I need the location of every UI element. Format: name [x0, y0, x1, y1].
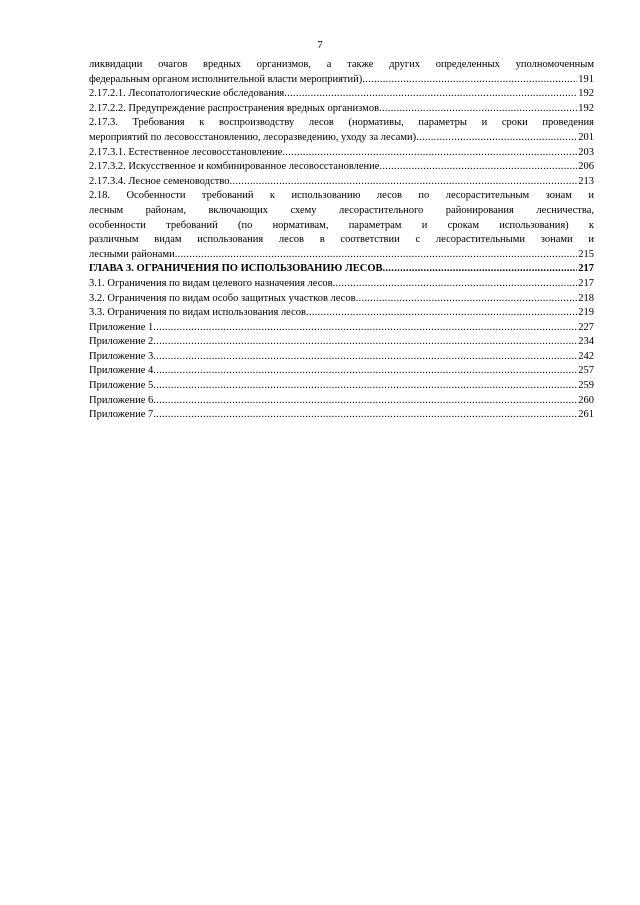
toc-entry-page-number: 218 — [578, 292, 594, 304]
toc-entry-title: 3.1. Ограничения по видам целевого назначения лесов — [89, 277, 333, 289]
toc-entry-title: мероприятий по лесовосстановлению, лесоразведению, уходу за лесами) — [89, 131, 417, 143]
toc-entry-main — [89, 262, 594, 277]
toc-entry-main — [89, 408, 594, 423]
toc-entry-page-number: 217 — [578, 263, 594, 275]
dot-leader — [284, 87, 577, 102]
toc-entry-title: Приложение 2 — [89, 336, 154, 348]
toc-entry-main — [89, 146, 594, 161]
toc-entry-main — [89, 277, 594, 292]
dot-leader — [153, 350, 577, 365]
dot-leader — [153, 394, 577, 409]
toc-entry-title: федеральным органом исполнительной власти мероприятий) — [89, 73, 363, 85]
dot-leader — [153, 321, 577, 336]
toc-entry-title: 2.17.2.2. Предупреждение распространения вредных организмов — [89, 102, 380, 114]
toc-entry-line: 2.17.3. Требования к воспроизводству лесов (нормативы, параметры и сроки проведения — [89, 117, 594, 129]
toc-entry-main — [89, 87, 594, 102]
toc-entry-page-number: 234 — [578, 336, 594, 348]
dot-leader — [379, 160, 577, 175]
toc-entry-line: ликвидации очагов вредных организмов, а также других определенных уполномоченным — [89, 59, 594, 70]
dot-leader — [153, 364, 577, 379]
toc-entry-page-number: 260 — [578, 394, 594, 406]
toc-entry-title: 3.2. Ограничения по видам особо защитных участков лесов — [89, 292, 356, 304]
toc-entry-title: ГЛАВА 3. ОГРАНИЧЕНИЯ ПО ИСПОЛЬЗОВАНИЮ ЛЕСОВ — [89, 263, 383, 275]
toc-entry-title: Приложение 1 — [89, 321, 154, 333]
dot-leader — [306, 306, 577, 321]
toc-entry-line: различным видам использования лесов в соответствии с лесорастительными зонами и — [89, 234, 594, 246]
dot-leader — [356, 292, 578, 307]
toc-entry-page-number: 203 — [578, 146, 594, 158]
toc-entry-main — [89, 335, 594, 350]
toc-entry-main — [89, 364, 594, 379]
toc-entry-page-number: 261 — [578, 409, 594, 421]
toc-entry-page-number: 192 — [578, 88, 594, 100]
toc-entry[interactable] — [89, 189, 594, 262]
toc-entry-main — [89, 248, 594, 263]
toc-entry-main — [89, 160, 594, 175]
toc-entry[interactable] — [89, 87, 594, 102]
toc-entry-page-number: 219 — [578, 307, 594, 319]
dot-leader — [379, 102, 577, 117]
toc-entry-main — [89, 306, 594, 321]
toc-entry[interactable] — [89, 102, 594, 117]
toc-entry[interactable] — [89, 160, 594, 175]
toc-entry-page-number: 201 — [578, 131, 594, 143]
toc-entry[interactable] — [89, 277, 594, 292]
toc-entry[interactable] — [89, 116, 594, 145]
dot-leader — [416, 131, 577, 146]
toc-entry-page-number: 215 — [578, 248, 594, 260]
toc-entry[interactable] — [89, 175, 594, 190]
dot-leader — [229, 175, 577, 190]
toc-entry-title: Приложение 7 — [89, 409, 154, 421]
toc-entry-page-number: 259 — [578, 380, 594, 392]
toc-entry[interactable] — [89, 394, 594, 409]
toc-entry-main — [89, 292, 594, 307]
toc-entry-title: 2.17.3.2. Искусственное и комбинированное лесовосстановление — [89, 161, 380, 173]
toc-entry-title: Приложение 6 — [89, 394, 154, 406]
toc-entry[interactable] — [89, 379, 594, 394]
toc-entry[interactable] — [89, 292, 594, 307]
toc-entry-title: Приложение 4 — [89, 365, 154, 377]
toc-entry-main — [89, 321, 594, 336]
toc-entry-title: 2.17.2.1. Лесопатологические обследования — [89, 88, 285, 100]
toc-entry-title: 2.17.3.4. Лесное семеноводство — [89, 175, 230, 187]
toc-entry-page-number: 206 — [578, 161, 594, 173]
toc-entry-title: лесными районами — [89, 248, 175, 260]
toc-entry-main — [89, 350, 594, 365]
dot-leader — [383, 262, 578, 277]
toc-entry-page-number: 213 — [578, 175, 594, 187]
toc-entry-title: 2.17.3.1. Естественное лесовосстановление — [89, 146, 283, 158]
toc-entry-title: 3.3. Ограничения по видам использования лесов — [89, 307, 306, 319]
toc-entry-main — [89, 131, 594, 146]
toc-entry-page-number: 227 — [578, 321, 594, 333]
page-number: 7 — [317, 39, 323, 51]
dot-leader — [333, 277, 578, 292]
toc-entry[interactable] — [89, 146, 594, 161]
toc-entry[interactable] — [89, 335, 594, 350]
table-of-contents — [89, 58, 594, 423]
toc-entry[interactable] — [89, 364, 594, 379]
dot-leader — [153, 335, 577, 350]
toc-entry-page-number: 191 — [578, 73, 594, 85]
toc-entry-main — [89, 394, 594, 409]
toc-entry-page-number: 192 — [578, 102, 594, 114]
toc-entry-page-number: 257 — [578, 365, 594, 377]
toc-entry-main — [89, 73, 594, 88]
dot-leader — [153, 408, 577, 423]
toc-entry-title: Приложение 3 — [89, 350, 154, 362]
toc-entry-page-number: 242 — [578, 350, 594, 362]
toc-entry[interactable] — [89, 321, 594, 336]
toc-entry-page-number: 217 — [578, 277, 594, 289]
dot-leader — [282, 146, 577, 161]
dot-leader — [153, 379, 577, 394]
toc-entry-line: 2.18. Особенности требований к использованию лесов по лесорастительным зонам и — [89, 190, 594, 202]
toc-entry[interactable] — [89, 350, 594, 365]
toc-entry[interactable] — [89, 408, 594, 423]
toc-entry[interactable] — [89, 262, 594, 277]
dot-leader — [175, 248, 578, 263]
toc-entry-main — [89, 379, 594, 394]
toc-entry-title: Приложение 5 — [89, 380, 154, 392]
toc-entry[interactable] — [89, 58, 594, 87]
toc-entry[interactable] — [89, 306, 594, 321]
toc-entry-line: лесным районам, включающих схему лесорастительного районирования лесничества, — [89, 204, 594, 216]
dot-leader — [362, 73, 577, 88]
toc-entry-main — [89, 102, 594, 117]
toc-entry-line: особенности требований (по нормативам, параметрам и срокам использования) к — [89, 219, 594, 231]
toc-entry-main — [89, 175, 594, 190]
